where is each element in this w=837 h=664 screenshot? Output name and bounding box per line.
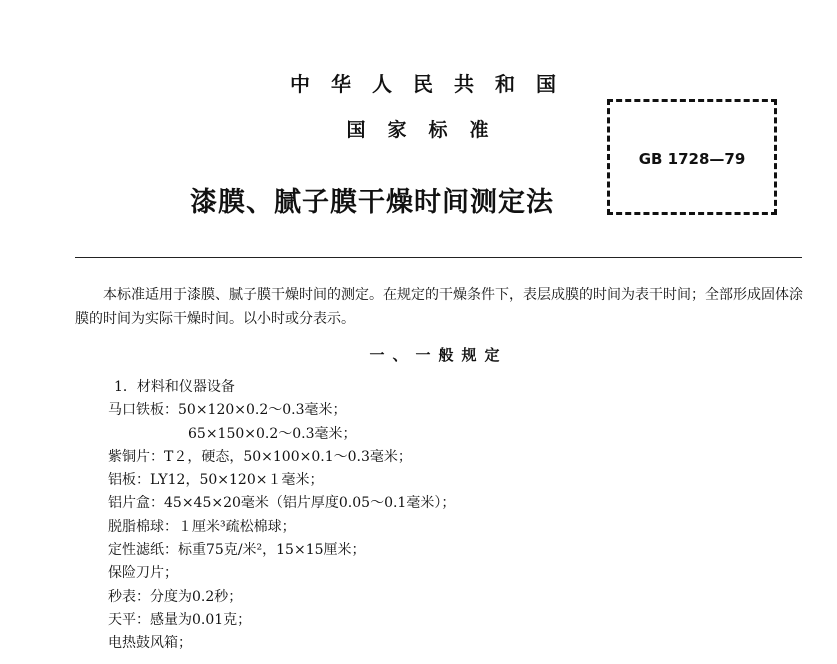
standard-type: 国家标准 [346,119,511,141]
list-item: 马口铁板：50×120×0.2～0.3毫米； [108,402,347,419]
list-item: 秒表：分度为0.2秒； [108,588,243,605]
list-item: 铝板：LY12，50×120×１毫米； [108,472,324,489]
list-item: 保险刀片； [108,565,178,582]
section-heading: 一、一般规定 [369,346,508,364]
document-title: 漆膜、腻子膜干燥时间测定法 [190,187,554,218]
list-item: 电热鼓风箱； [108,635,192,652]
list-item: 脱脂棉球：１厘米³疏松棉球； [108,518,296,535]
list-item: 天平：感量为0.01克； [108,611,252,628]
standard-code: GB 1728—79 [638,150,746,168]
list-item: 定性滤纸：标重75克/米²，15×15厘米； [108,542,366,559]
materials-list [108,376,455,656]
intro-paragraph: 本标准适用于漆膜、腻子膜干燥时间的测定。在规定的干燥条件下，表层成膜的时间为表干时间；全部形成固体涂膜的时间为实际干燥时间。以小时或分表示。 [75,287,803,327]
country-name: 中华人民共和国 [290,72,577,96]
list-item: 铝片盒：45×45×20毫米（铝片厚度0.05～0.1毫米）； [108,495,456,512]
list-item: 紫铜片：T２，硬态，50×100×0.1～0.3毫米； [108,448,412,465]
header-divider [75,257,802,258]
list-item: 65×150×0.2～0.3毫米； [188,425,357,442]
subsection-heading: 1．材料和仪器设备 [114,379,235,395]
